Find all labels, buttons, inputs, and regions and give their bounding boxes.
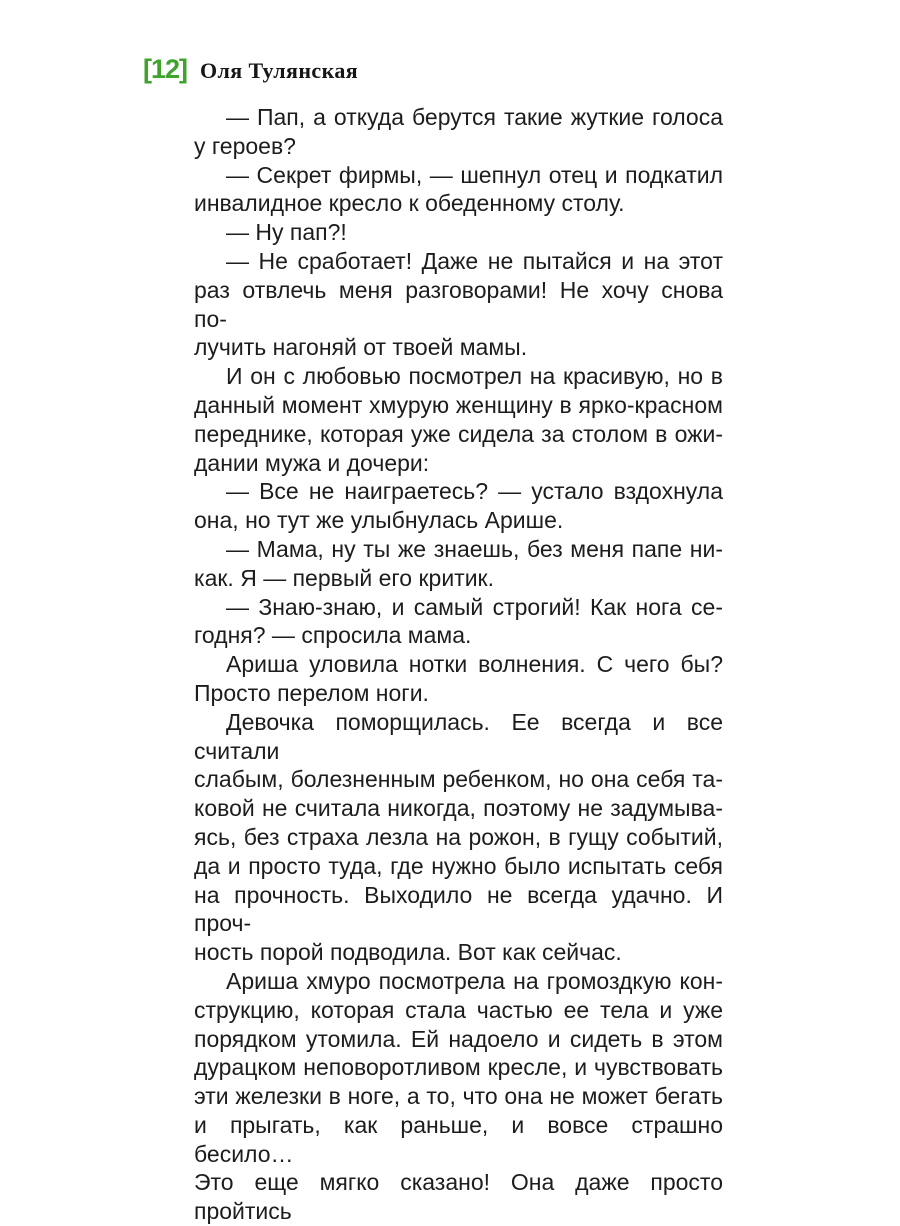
text-line: эти железки в ноге, а то, что она не может бегать bbox=[194, 1083, 723, 1110]
page-number: [12] bbox=[143, 54, 188, 84]
text-line: — Мама, ну ты же знаешь, без меня папе ни- bbox=[226, 535, 723, 562]
text-line: Просто перелом ноги. bbox=[194, 679, 429, 706]
text-line: ковой не считала никогда, поэтому не задумыва- bbox=[194, 795, 723, 822]
text-line: — Все не наиграетесь? — устало вздохнула bbox=[226, 478, 723, 505]
text-line: годня? — спросила мама. bbox=[194, 622, 472, 649]
text-line: струкцию, которая стала частью ее тела и уже bbox=[194, 996, 723, 1023]
page-header bbox=[143, 54, 358, 85]
text-line: — Ну пап?! bbox=[226, 219, 347, 246]
text-line: — Пап, а откуда берутся такие жуткие голоса bbox=[226, 104, 723, 130]
text-line: Это еще мягко сказано! Она даже просто пройтись bbox=[194, 1169, 723, 1225]
text-line: у героев? bbox=[194, 132, 296, 159]
text-line: как. Я — первый его критик. bbox=[194, 564, 495, 591]
text-line: Ариша уловила нотки волнения. С чего бы? bbox=[226, 651, 723, 678]
author-name: Оля Тулянская bbox=[200, 58, 359, 83]
text-line: инвалидное кресло к обеденному столу. bbox=[194, 190, 625, 217]
text-line: — Знаю-знаю, и самый строгий! Как нога се- bbox=[226, 593, 723, 620]
text-line: ясь, без страха лезла на рожон, в гущу событий, bbox=[194, 823, 723, 850]
text-line: слабым, болезненным ребенком, но она себя та- bbox=[194, 766, 723, 793]
text-line: данный момент хмурую женщину в ярко-красном bbox=[194, 391, 723, 418]
text-line: она, но тут же улыбнулась Арише. bbox=[194, 507, 564, 534]
text-line: лучить нагоняй от твоей мамы. bbox=[194, 334, 528, 361]
text-line: Девочка поморщилась. Ее всегда и все считали bbox=[194, 708, 723, 764]
text-line: И он с любовью посмотрел на красивую, но в bbox=[226, 363, 723, 390]
text-line: переднике, которая уже сидела за столом в ожи- bbox=[194, 420, 723, 447]
text-line: — Не сработает! Даже не пытайся и на этот bbox=[226, 247, 723, 274]
text-line: Ариша хмуро посмотрела на громоздкую кон- bbox=[226, 967, 723, 994]
text-line: дании мужа и дочери: bbox=[194, 449, 430, 476]
text-line: да и просто туда, где нужно было испытать себя bbox=[194, 852, 723, 879]
text-line: дурацком неповоротливом кресле, и чувствовать bbox=[194, 1054, 723, 1081]
text-line: раз отвлечь меня разговорами! Не хочу снова по- bbox=[194, 276, 723, 332]
text-line: на прочность. Выходило не всегда удачно. И проч- bbox=[194, 881, 723, 937]
text-line: и прыгать, как раньше, и вовсе страшно бесило… bbox=[194, 1111, 723, 1167]
text-line: порядком утомила. Ей надоело и сидеть в этом bbox=[194, 1025, 723, 1052]
text-line: — Секрет фирмы, — шепнул отец и подкатил bbox=[226, 161, 723, 188]
text-line: ность порой подводила. Вот как сейчас. bbox=[194, 939, 622, 966]
body-text bbox=[194, 103, 723, 1226]
